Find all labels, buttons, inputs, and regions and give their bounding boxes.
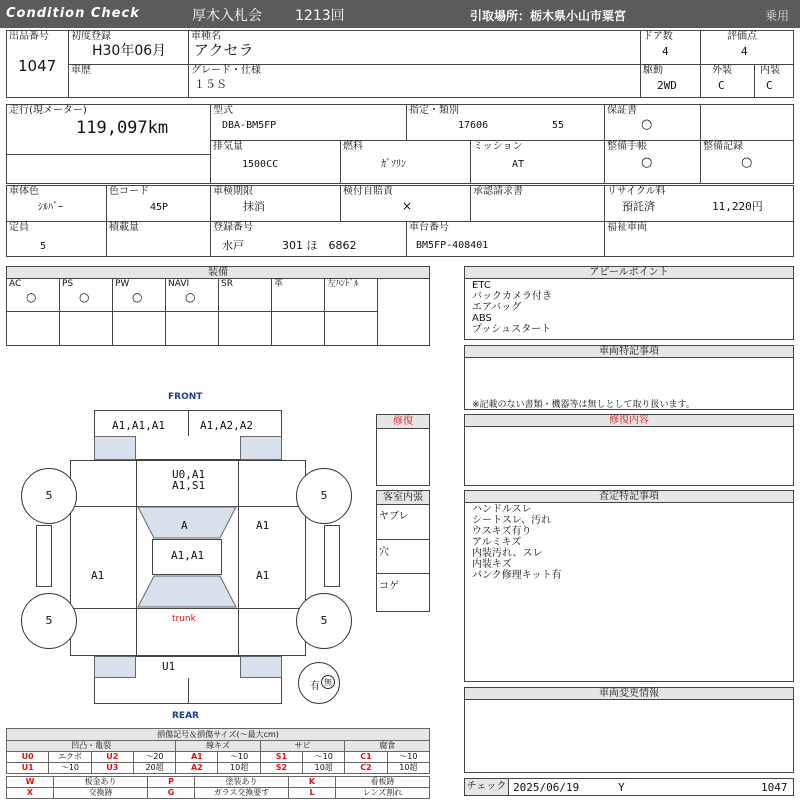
- doors-label: ドア数: [643, 31, 673, 42]
- legend-desc: レンズ割れ: [336, 788, 430, 799]
- hood-damage-2: A1,S1: [172, 479, 206, 492]
- rear-bumper-damage: U1: [162, 660, 176, 673]
- manual-value: ○: [641, 155, 653, 170]
- records-label: 整備記録: [703, 141, 743, 152]
- recycle-label: リサイクル料: [607, 186, 666, 197]
- legend-desc: ～10: [49, 763, 91, 774]
- legend-code: C2: [345, 763, 387, 774]
- auction-lot: 1213回: [295, 8, 345, 24]
- legend-group-dent: 凹凸・亀裂: [7, 741, 176, 752]
- front-label: FRONT: [168, 392, 203, 402]
- designation-label: 指定・類別: [409, 105, 459, 116]
- load-label: 積載量: [109, 222, 139, 233]
- equipment-row-line: [6, 311, 377, 312]
- roof-damage: A1,A1: [171, 549, 205, 562]
- legend-code: U2: [91, 752, 133, 763]
- history-label: 車歴: [71, 65, 91, 76]
- equipment-divider: [377, 278, 378, 346]
- fuel-label: 燃料: [343, 141, 363, 152]
- warranty-value: ○: [641, 117, 653, 132]
- equipment-mark: ○: [79, 290, 90, 304]
- change-info-title: 車両変更情報: [465, 688, 793, 700]
- interior-label: 内装: [760, 65, 780, 76]
- front-right-damage: A1,A2,A2: [200, 419, 253, 432]
- cabin-item-hole: 穴: [379, 547, 389, 558]
- fuel-value: ｶﾞｿﾘﾝ: [381, 159, 406, 170]
- equipment-divider: [271, 278, 272, 346]
- tire-rear-left[interactable]: 5: [21, 593, 77, 649]
- category-label: 乗用: [765, 9, 790, 23]
- legend-desc: 20超: [133, 763, 175, 774]
- equipment-label: PW: [115, 279, 130, 289]
- mileage-label: 走行(現メーター): [9, 105, 87, 116]
- assessment-title: 査定特記事項: [465, 491, 793, 503]
- special-notes-text: ※記載のない書類・機器等は無しとして取り扱います。: [472, 400, 695, 410]
- displacement-label: 排気量: [213, 141, 243, 152]
- capacity-label: 定員: [9, 222, 29, 233]
- warranty-label: 保証書: [607, 105, 637, 116]
- pickup-location: 引取場所：栃木県小山市粟宮: [470, 9, 627, 23]
- repair-detail-box: [464, 414, 794, 486]
- equipment-mark: ○: [132, 290, 143, 304]
- right-taillight[interactable]: [240, 656, 282, 678]
- legend-code: S2: [260, 763, 302, 774]
- records-value: ○: [741, 155, 753, 170]
- checker-initial: Y: [618, 781, 625, 794]
- welfare-label: 福祉車両: [607, 222, 647, 233]
- spare-tire-icon: [298, 662, 340, 704]
- interior-value: C: [766, 79, 773, 92]
- cabin-title: 客室内張: [377, 491, 429, 505]
- color-value: ｼﾙﾊﾞｰ: [38, 202, 63, 213]
- special-notes-title: 車両特記事項: [465, 346, 793, 358]
- tire-front-left[interactable]: 5: [21, 468, 77, 524]
- color-code-value: 45P: [150, 202, 169, 213]
- legend-group-rust: サビ: [260, 741, 345, 752]
- equipment-label: 革: [274, 279, 284, 289]
- legend-code: A1: [176, 752, 218, 763]
- mileage-value: 119,097km: [76, 118, 169, 138]
- special-notes-box: [464, 345, 794, 410]
- legend-desc: 10超: [218, 763, 260, 774]
- check-label: チェック: [465, 779, 509, 795]
- equipment-label: SR: [221, 279, 233, 289]
- plate-number: 301 ほ 6862: [282, 239, 357, 252]
- legend-desc: ～20: [133, 752, 175, 763]
- damage-legend: [6, 728, 430, 799]
- approval-label: 承認請求書: [473, 186, 523, 197]
- grade-value: １５Ｓ: [194, 78, 227, 91]
- score-value: 4: [741, 45, 748, 58]
- lot-number: 1047: [18, 57, 57, 75]
- first-reg-value: H30年06月: [92, 43, 167, 59]
- brand-title: Condition Check: [6, 6, 140, 21]
- appeal-item: ABS: [472, 313, 492, 324]
- legend-desc: 10超: [387, 763, 429, 774]
- rear-window[interactable]: [138, 576, 236, 607]
- assessment-item: アルミキズ: [472, 537, 522, 548]
- legend-desc: ガラス交換要す: [195, 788, 289, 799]
- auction-name: 厚木入札会: [192, 8, 262, 24]
- front-left-damage: A1,A1,A1: [112, 419, 165, 432]
- assessment-box: [464, 490, 794, 682]
- equipment-title: 装備: [7, 267, 429, 279]
- equipment-divider: [6, 278, 7, 346]
- spare-mark: 無: [321, 675, 335, 689]
- legend-code: A2: [176, 763, 218, 774]
- cabin-box: [376, 490, 430, 612]
- cabin-item-tear: ヤブレ: [379, 511, 409, 522]
- legend-code: P: [148, 777, 195, 788]
- legend-desc: ～10: [303, 752, 345, 763]
- assessment-item: 内装キズ: [472, 559, 512, 570]
- appeal-item: プッシュスタート: [472, 324, 552, 335]
- appeal-list: [472, 280, 552, 335]
- color-label: 車体色: [9, 186, 39, 197]
- trunk-label: trunk: [172, 614, 196, 624]
- inspection-label: 車検期限: [213, 186, 253, 197]
- legend-desc: ～10: [218, 752, 260, 763]
- recycle-fee: 11,220円: [712, 200, 763, 213]
- first-reg-label: 初度登録: [71, 31, 111, 42]
- legend-group-scratch: 線キズ: [176, 741, 261, 752]
- legend-desc: ～10: [387, 752, 429, 763]
- windshield-damage: A: [181, 519, 188, 532]
- equipment-divider: [112, 278, 113, 346]
- appeal-box: [464, 266, 794, 340]
- plate-label: 登録番号: [213, 222, 253, 233]
- appeal-item: エアバッグ: [472, 302, 522, 313]
- right-front-door-damage: A1: [256, 519, 270, 532]
- legend-group-corrosion: 腐食: [345, 741, 430, 752]
- legend-code: U3: [91, 763, 133, 774]
- spare-status: 有: [310, 681, 320, 692]
- legend-desc: 塗装あり: [195, 777, 289, 788]
- designation-b: 55: [552, 120, 565, 131]
- hood-damage-1: U0,A1: [172, 468, 206, 481]
- legend-code: G: [148, 788, 195, 799]
- designation-a: 17606: [458, 120, 489, 131]
- model-label: 車種名: [191, 31, 221, 42]
- equipment-label: AC: [9, 279, 22, 289]
- exterior-value: C: [718, 79, 725, 92]
- legend-code: U0: [7, 752, 49, 763]
- repair-title: 修復: [377, 415, 429, 429]
- legend-title: 損傷記号＆損傷サイズ(～最大cm): [6, 728, 430, 740]
- cabin-item-burn: コゲ: [379, 581, 399, 592]
- left-taillight[interactable]: [94, 656, 136, 678]
- displacement-value: 1500CC: [242, 159, 279, 170]
- assessment-list: [472, 504, 562, 581]
- equipment-mark: ○: [26, 290, 37, 304]
- appeal-item: ETC: [472, 280, 491, 291]
- repair-detail-title: 修復内容: [465, 415, 793, 427]
- chassis-label: 車台番号: [409, 222, 449, 233]
- assessment-item: シートスレ、汚れ: [472, 515, 552, 526]
- legend-code: L: [289, 788, 336, 799]
- repair-box: [376, 414, 430, 486]
- right-headlight[interactable]: [240, 436, 282, 460]
- drive-label: 駆動: [643, 65, 663, 76]
- assessment-item: 内装汚れ、スレ: [472, 548, 543, 559]
- lot-label: 出品番号: [9, 31, 49, 42]
- legend-desc: エクボ: [49, 752, 91, 763]
- tire-front-right[interactable]: 5: [296, 468, 352, 524]
- exterior-label: 外装: [712, 65, 732, 76]
- equipment-mark: ○: [185, 290, 196, 304]
- doors-value: 4: [662, 45, 669, 58]
- legend-code: W: [7, 777, 54, 788]
- equipment-label: 左ﾊﾝﾄﾞﾙ: [327, 279, 359, 289]
- check-date: 2025/06/19: [513, 781, 580, 794]
- type-label: 型式: [213, 105, 233, 116]
- equipment-label: PS: [62, 279, 74, 289]
- legend-code: U1: [7, 763, 49, 774]
- tire-rear-right[interactable]: 5: [296, 593, 352, 649]
- drive-value: 2WD: [657, 79, 677, 92]
- legend-desc: 10超: [303, 763, 345, 774]
- equipment-label: NAVI: [168, 279, 190, 289]
- score-label: 評価点: [727, 31, 757, 42]
- assessment-item: ウスキズ有り: [472, 526, 532, 537]
- equipment-divider: [59, 278, 60, 346]
- legend-desc: 板金あり: [54, 777, 148, 788]
- chassis-value: BM5FP-408401: [416, 240, 489, 251]
- check-footer: [464, 778, 794, 796]
- manual-label: 整備手帳: [607, 141, 647, 152]
- rear-label: REAR: [172, 711, 199, 721]
- assessment-item: パンク修理キット有: [472, 570, 562, 581]
- header-bar: [0, 0, 800, 28]
- plate-region: 水戸: [222, 239, 244, 252]
- equipment-divider: [218, 278, 219, 346]
- right-rear-door-damage: A1: [256, 569, 270, 582]
- transmission-value: AT: [512, 159, 525, 170]
- model-value: アクセラ: [194, 41, 254, 59]
- capacity-value: 5: [40, 241, 47, 252]
- legend-desc: 看板跡: [336, 777, 430, 788]
- left-rear-door-damage: A1: [91, 569, 105, 582]
- liability-value: ×: [402, 199, 413, 213]
- legend-code: C1: [345, 752, 387, 763]
- assessment-item: ハンドルスレ: [472, 504, 532, 515]
- change-info-box: [464, 687, 794, 773]
- color-code-label: 色コード: [109, 186, 149, 197]
- left-side-window[interactable]: [36, 525, 52, 587]
- liability-label: 検付自賠責: [343, 186, 393, 197]
- equipment-divider: [324, 278, 325, 346]
- appeal-title: アピールポイント: [465, 267, 793, 279]
- spec-box: [6, 104, 794, 184]
- legend-code: K: [289, 777, 336, 788]
- type-value: DBA-BM5FP: [222, 120, 277, 131]
- right-side-window[interactable]: [324, 525, 340, 587]
- inspection-value: 抹消: [243, 200, 265, 213]
- grade-label: グレード・仕様: [191, 65, 261, 76]
- legend-desc: 交換跡: [54, 788, 148, 799]
- appeal-item: バックカメラ付き: [472, 291, 552, 302]
- transmission-label: ミッション: [473, 141, 523, 152]
- legend-code: X: [7, 788, 54, 799]
- footer-lot: 1047: [761, 781, 788, 794]
- equipment-divider: [165, 278, 166, 346]
- legend-code: S1: [260, 752, 302, 763]
- left-headlight[interactable]: [94, 436, 136, 460]
- recycle-status: 預託済: [622, 200, 655, 213]
